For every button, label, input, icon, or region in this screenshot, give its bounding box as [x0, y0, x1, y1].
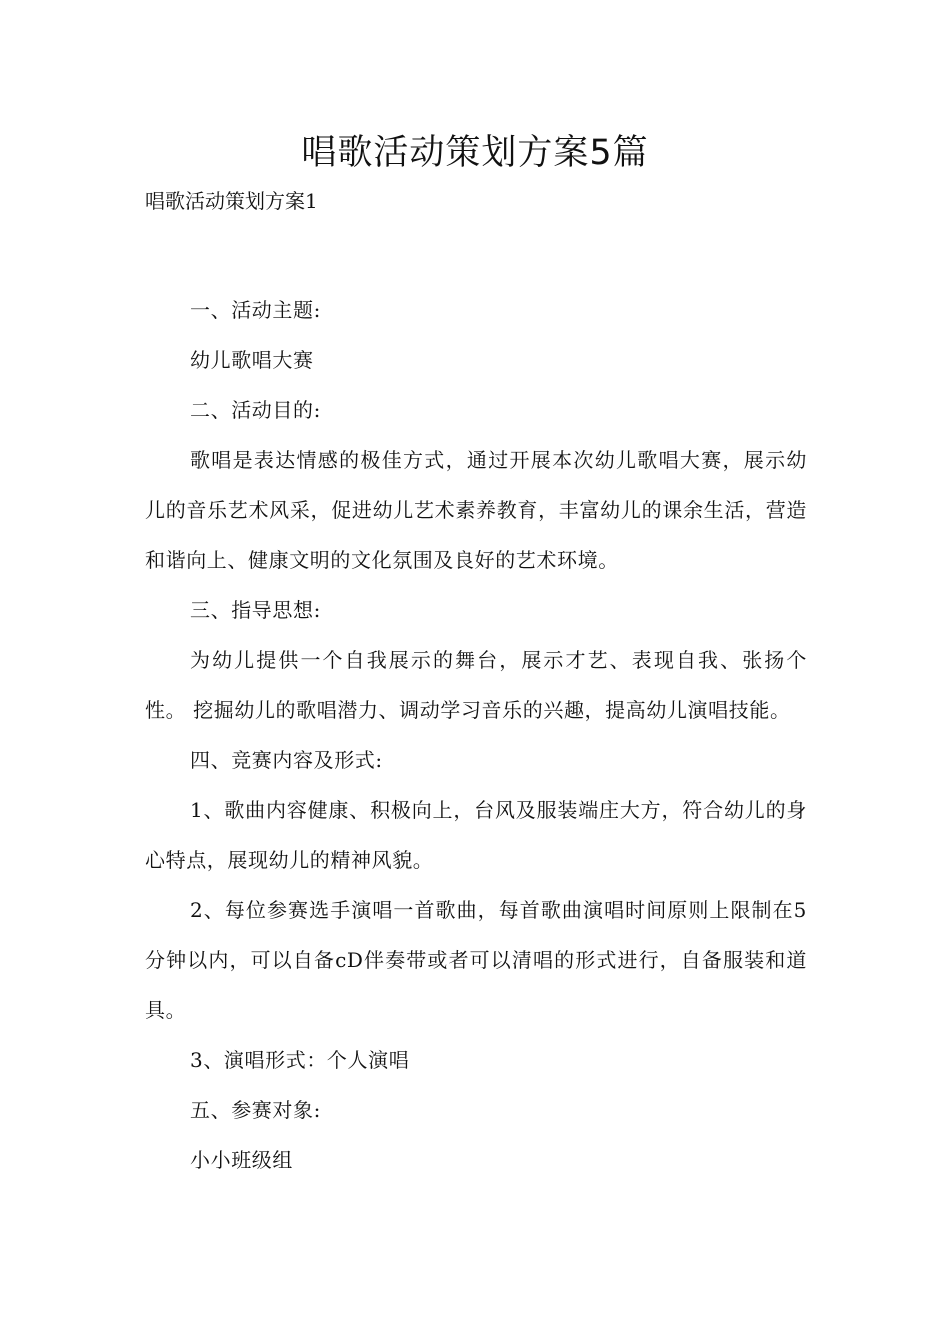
section-heading-guiding-idea: 三、指导思想: — [190, 598, 321, 622]
section-heading-participants: 五、参赛对象: — [190, 1098, 321, 1122]
document-body — [145, 285, 807, 1185]
paragraph-rule-3: 3、演唱形式：个人演唱 — [190, 1048, 410, 1072]
document-title: 唱歌活动策划方案5篇 — [301, 133, 649, 173]
section-heading-purpose: 二、活动目的: — [190, 398, 321, 422]
document-subtitle: 唱歌活动策划方案1 — [145, 189, 318, 213]
section-heading-content-format: 四、竞赛内容及形式: — [190, 748, 383, 772]
paragraph-rule-2: 2、每位参赛选手演唱一首歌曲，每首歌曲演唱时间原则上限制在5分钟以内，可以自备cD伴奏带或者可以清唱的形式进行，自备服装和道具。 — [145, 898, 807, 1022]
section-heading-theme: 一、活动主题: — [190, 298, 321, 322]
paragraph-rule-1: 1、歌曲内容健康、积极向上，台风及服装端庄大方，符合幼儿的身心特点，展现幼儿的精神风貌。 — [145, 798, 807, 872]
paragraph-guiding-idea: 为幼儿提供一个自我展示的舞台，展示才艺、表现自我、张扬个性。 挖掘幼儿的歌唱潜力、调动学习音乐的兴趣，提高幼儿演唱技能。 — [145, 648, 807, 722]
paragraph-theme: 幼儿歌唱大赛 — [190, 348, 314, 372]
paragraph-participants: 小小班级组 — [190, 1148, 293, 1172]
paragraph-purpose: 歌唱是表达情感的极佳方式，通过开展本次幼儿歌唱大赛，展示幼儿的音乐艺术风采，促进幼儿艺术素养教育，丰富幼儿的课余生活，营造和谐向上、健康文明的文化氛围及良好的艺术环境。 — [145, 448, 807, 572]
